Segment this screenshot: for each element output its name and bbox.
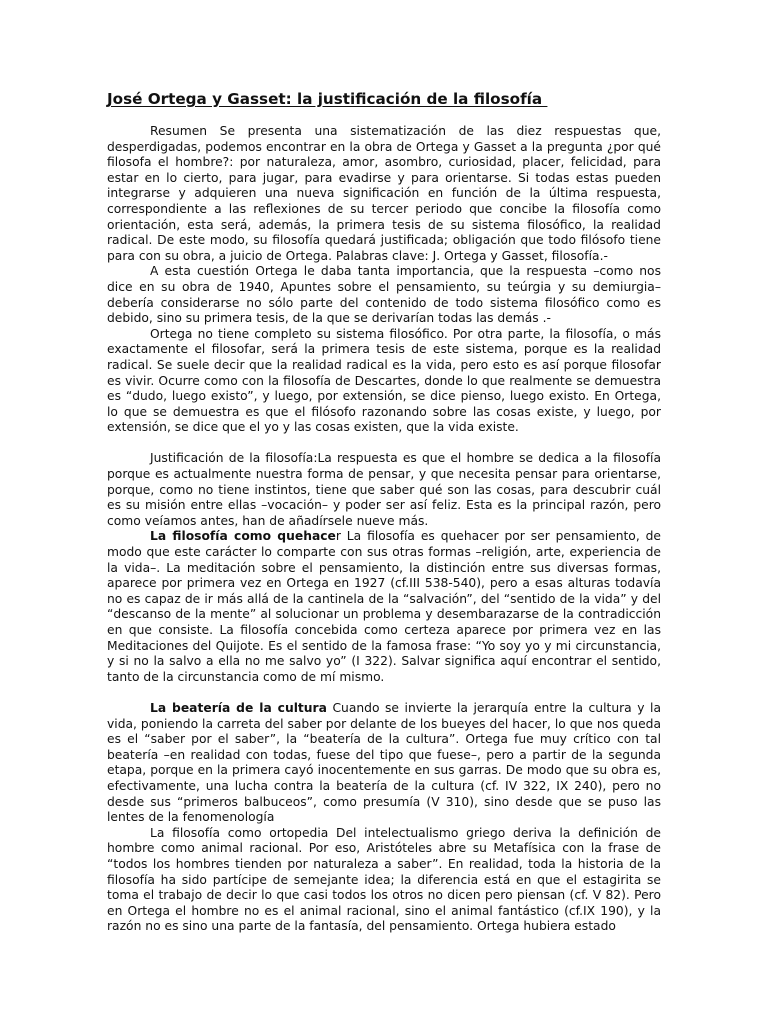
paragraph-text: Cuando se invierte la jerarquía entre la cultura y la vida, poniendo la carreta del saber por delante de los bueyes del hacer, lo que nos queda es el “saber por el saber”, la “beatería de la cultura”. Ortega fue muy crítico con tal beatería –en realidad con todas, fuese del tipo que fuese–, pero a partir de la segunda etapa, porque en la primera cayó inocentemente en sus garras. De modo que su obra es, efectivamente, una lucha contra la beatería de la cultura (cf. IV 322, IX 240), pero no desde sus “primeros balbuceos”, como presumía (V 310), sino desde que se puso las lentes de la fenomenología — [107, 700, 661, 825]
body-paragraph — [107, 264, 661, 326]
section-paragraph — [107, 529, 661, 685]
section-heading: La beatería de la cultura — [150, 700, 327, 715]
paragraph-text: Ortega no tiene completo su sistema filosófico. Por otra parte, la filosofía, o más exactamente el filosofar, será la primera tesis de este sistema, porque es la realidad radical. Se suele decir que la realidad radical es la vida, pero esto es así porque filosofar es vivir. Ocurre como con la filosofía de Descartes, donde lo que realmente se demuestra es “dudo, luego existo”, y luego, por extensión, se dice pienso, luego existo. En Ortega, lo que se demuestra es que el filósofo razonando sobre las cosas existe, y luego, por extensión, se dice que el yo y las cosas existen, que la vida existe. — [107, 326, 661, 435]
paragraph-text: Resumen Se presenta una sistematización de las diez respuestas que, desperdigadas, podemos encontrar en la obra de Ortega y Gasset a la pregunta ¿por qué filosofa el hombre?: por naturaleza, amor, asombro, curiosidad, placer, felicidad, para estar en lo cierto, para jugar, para evadirse y para orientarse. Si todas estas pueden integrarse y adquieren una nueva significación en función de la última respuesta, correspondiente a las reflexiones de su tercer periodo que concibe la filosofía como orientación, esta será, además, la primera tesis de su sistema filosófico, la realidad radical. De este modo, su filosofía quedará justificada; obligación que todo filósofo tiene para con su obra, a juicio de Ortega. Palabras clave: J. Ortega y Gasset, filosofía.- — [107, 124, 661, 263]
page-title: José Ortega y Gasset: la justificación de la filosofía — [107, 90, 548, 108]
document-page — [107, 86, 661, 935]
paragraph-text: Justificación de la filosofía:La respuesta es que el hombre se dedica a la filosofía porque es actualmente nuestra forma de pensar, y que necesita pensar para orientarse, porque, como no tiene instintos, tiene que saber qué son las cosas, para descubrir cuál es su misión entre ellas –vocación– y poder ser así feliz. Esta es la principal razón, pero como veíamos antes, han de añadírsele nueve más. — [107, 451, 661, 528]
body-paragraph — [107, 826, 661, 935]
paragraph-text: La filosofía como ortopedia Del intelectualismo griego deriva la definición de hombre como animal racional. Por eso, Aristóteles abre su Metafísica con la frase de “todos los hombres tienden por naturaleza a saber”. En realidad, toda la historia de la filosofía ha sido partícipe de semejante idea; la diferencia está en que el estagirita se toma el trabajo de decir lo que casi todos los otros no dicen pero piensan (cf. V 82). Pero en Ortega el hombre no es el animal racional, sino el animal fantástico (cf.IX 190), y la razón no es sino una parte de la fantasía, del pensamiento. Ortega hubiera estado — [107, 825, 661, 934]
section-heading: La filosofía como quehace — [150, 529, 336, 544]
body-paragraph — [107, 327, 661, 436]
abstract-paragraph — [107, 124, 661, 264]
paragraph-text: r La filosofía es quehacer por ser pensamiento, de modo que este carácter lo comparte con sus otras formas –religión, arte, experiencia de la vida–. La meditación sobre el pensamiento, la distinción entre sus diversas formas, aparece por primera vez en Ortega en 1927 (cf.III 538-540), pero a esas alturas todavía no es capaz de ir más allá de la cantinela de la “salvación”, del “sentido de la vida” y del “descanso de la mente” al solucionar un problema y desembarazarse de la contradicción en que consiste. La filosofía concebida como certeza aparece por primera vez en las Meditaciones del Quijote. Es el sentido de la famosa frase: “Yo soy yo y mi circunstancia, y si no la salvo a ella no me salvo yo” (I 322). Salvar significa aquí encontrar el sentido, tanto de la circunstancia como de mí mismo. — [107, 529, 661, 684]
body-paragraph — [107, 451, 661, 529]
section-paragraph — [107, 701, 661, 826]
paragraph-text: A esta cuestión Ortega le daba tanta importancia, que la respuesta –como nos dice en su obra de 1940, Apuntes sobre el pensamiento, su teúrgia y su demiurgia– debería considerarse no sólo parte del contenido de todo sistema filosófico como es debido, sino su primera tesis, de la que se derivarían todas las demás .- — [107, 264, 661, 326]
